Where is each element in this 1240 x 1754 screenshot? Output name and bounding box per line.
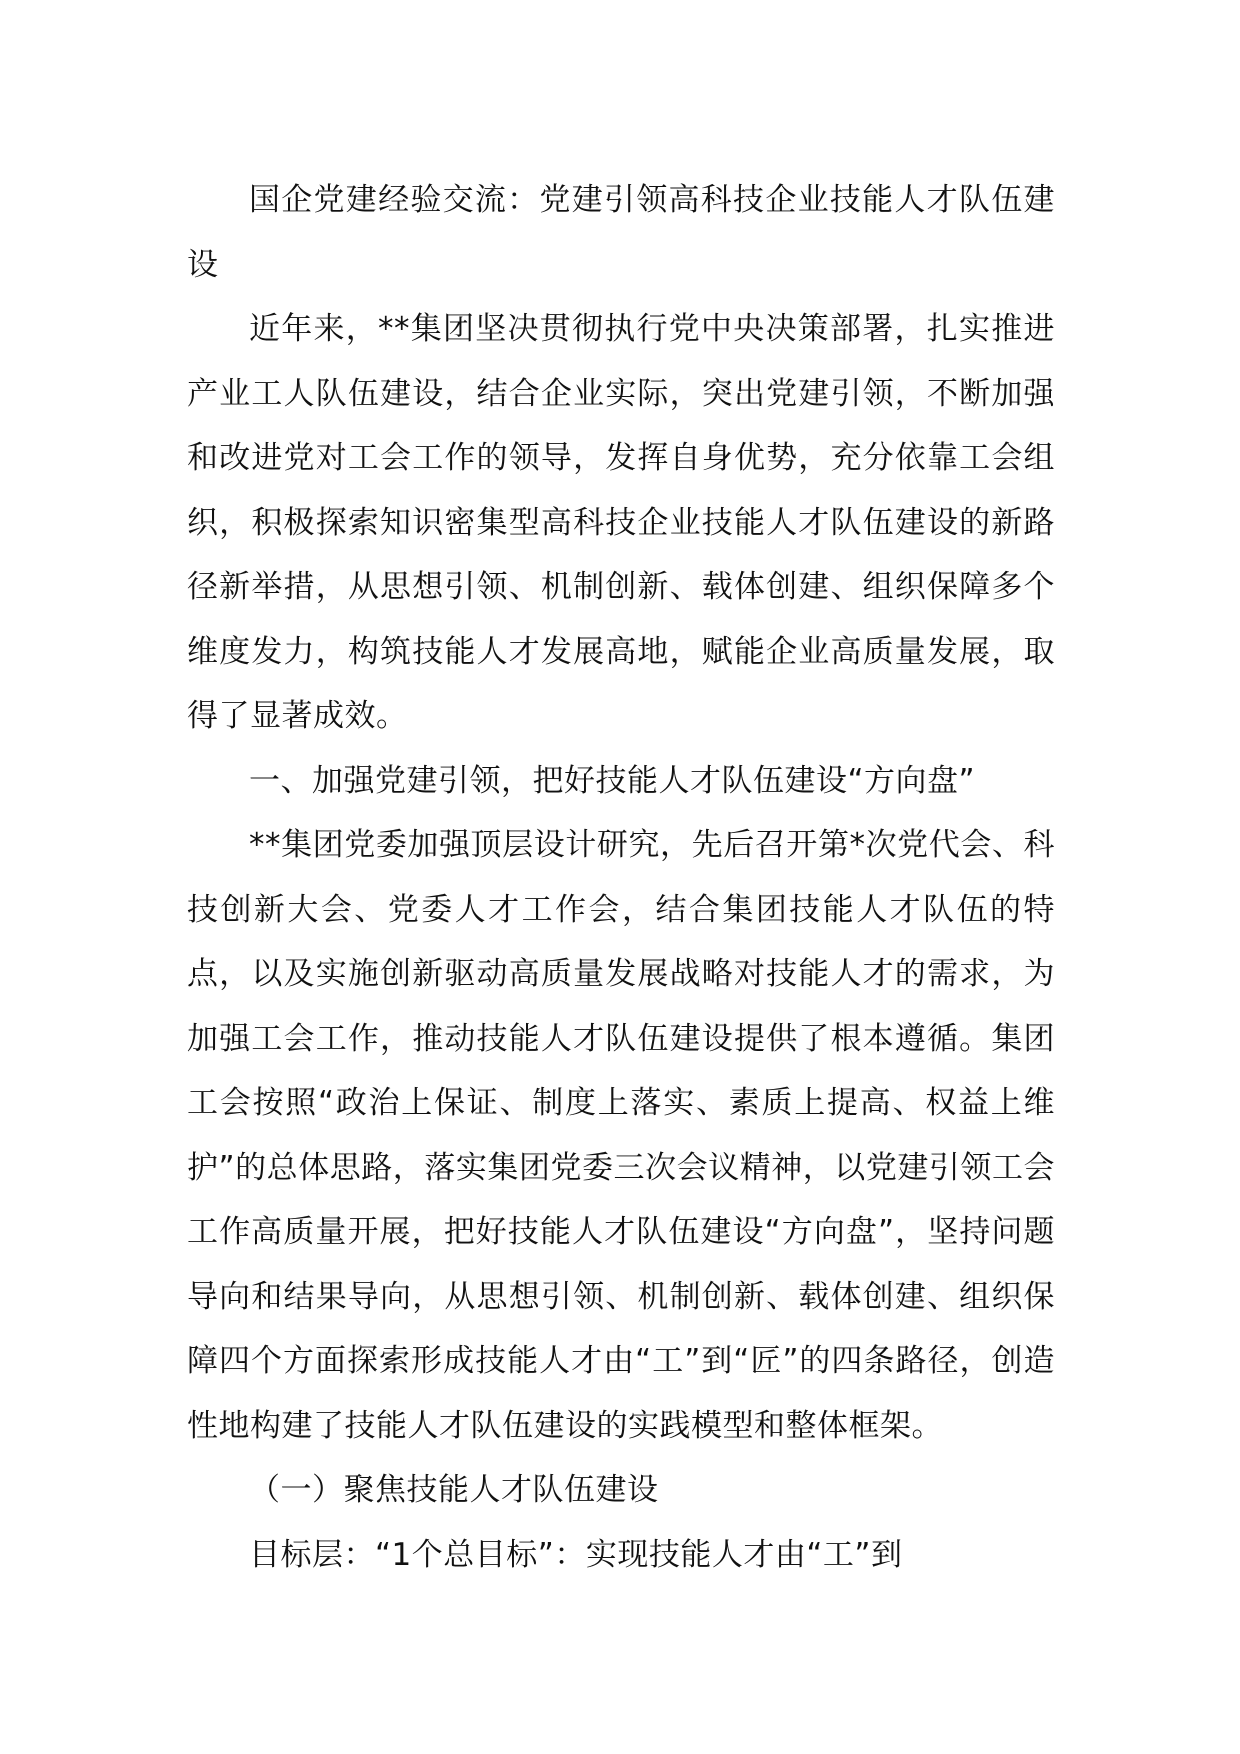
document-body [187, 168, 1055, 1587]
section-heading: 一、加强党建引领，把好技能人才队伍建设“方向盘” [249, 762, 976, 799]
subsection-heading: （一）聚焦技能人才队伍建设 [249, 1472, 659, 1508]
intro-paragraph: 近年来，**集团坚决贯彻执行党中央决策部署，扎实推进产业工人队伍建设，结合企业实际，突出党建引领，不断加强和改进党对工会工作的领导，发挥自身优势，充分依靠工会组织，积极探索知识密集型高科技企业技能人才队伍建设的新路径新举措，从思想引领、机制创新、载体创建、组织保障多个维度发力，构筑技能人才发展高地，赋能企业高质量发展，取得了显著成效。 [187, 311, 1055, 734]
document-title: 国企党建经验交流：党建引领高科技企业技能人才队伍建设 [187, 182, 1055, 283]
section-paragraph: **集团党委加强顶层设计研究，先后召开第*次党代会、科技创新大会、党委人才工作会，结合集团技能人才队伍的特点，以及实施创新驱动高质量发展战略对技能人才的需求，为加强工会工作，推动技能人才队伍建设提供了根本遵循。集团工会按照“政治上保证、制度上落实、素质上提高、权益上维护”的总体思路，落实集团党委三次会议精神，以党建引领工会工作高质量开展，把好技能人才队伍建设“方向盘”，坚持问题导向和结果导向，从思想引领、机制创新、载体创建、组织保障四个方面探索形成技能人才由“工”到“匠”的四条路径，创造性地构建了技能人才队伍建设的实践模型和整体框架。 [187, 827, 1055, 1444]
subsection-paragraph: 目标层：“1个总目标”：实现技能人才由“工”到 [249, 1536, 903, 1573]
